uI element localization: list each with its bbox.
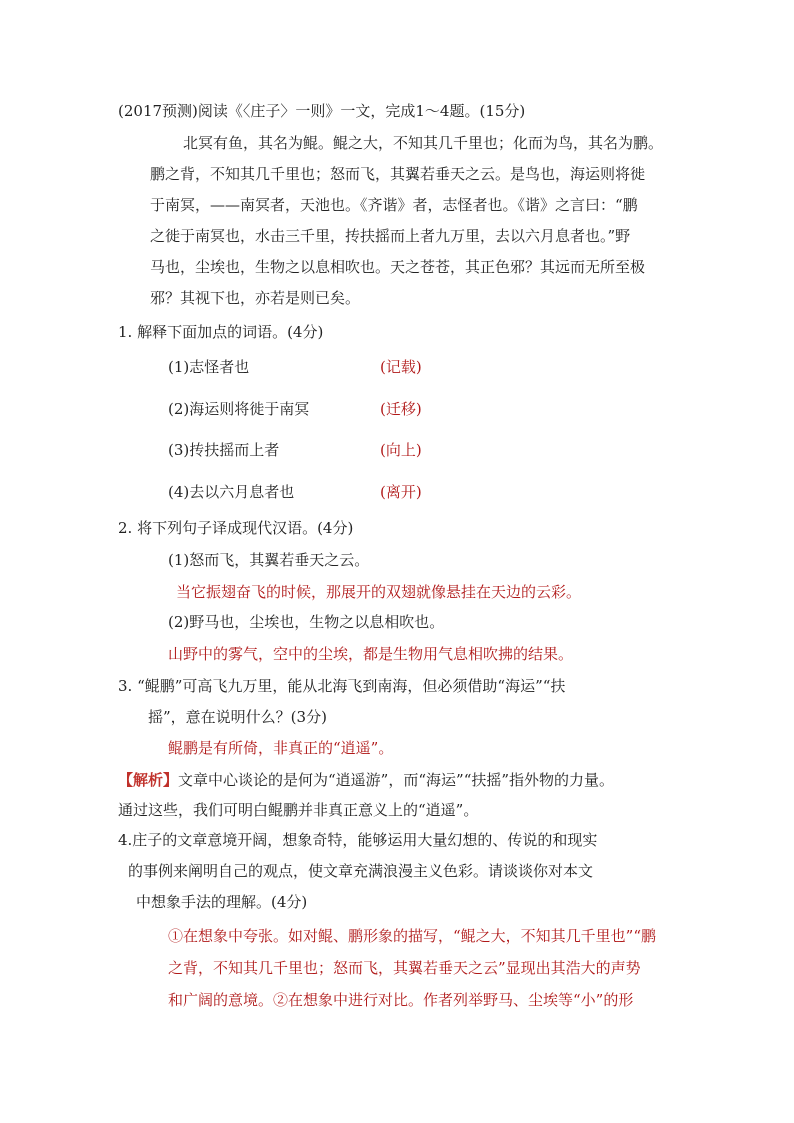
q3-answer: 鲲鹏是有所倚，非真正的“逍遥”。 [168,739,394,757]
question-1: 1. 解释下面加点的词语。(4分) [118,323,324,341]
passage-line: 北冥有鱼，其名为鲲。鲲之大，不知其几千里也；化而为鸟，其名为鹏。 [183,134,664,152]
q4-answer: ①在想象中夸张。如对鲲、鹏形象的描写，“鲲之大，不知其几千里也”“鹏 [168,927,657,945]
q1-item-answer: (向上) [380,441,422,459]
passage-line: 鹏之背，不知其几千里也；怒而飞，其翼若垂天之云。是鸟也，海运则将徙 [150,165,646,183]
question-3: 3. “鲲鹏”可高飞九万里，能从北海飞到南海，但必须借助“海运”“扶 [118,677,566,695]
passage-line: 之徙于南冥也，水击三千里，抟扶摇而上者九万里，去以六月息者也。”野 [150,227,631,245]
question-4-cont: 的事例来阐明自己的观点，使文章充满浪漫主义色彩。请谈谈你对本文 [128,862,594,880]
analysis-line [118,770,614,790]
q2-sentence: (1)怒而飞，其翼若垂天之云。 [168,551,370,569]
question-4-cont: 中想象手法的理解。(4分) [136,893,308,911]
question-heading: (2017预测)阅读《〈庄子〉一则》一文，完成1～4题。(15分) [118,102,526,120]
question-2: 2. 将下列句子译成现代汉语。(4分) [118,519,354,537]
q4-answer: 之背，不知其几千里也；怒而飞，其翼若垂天之云”显现出其浩大的声势 [168,959,641,977]
q2-sentence: (2)野马也，尘埃也，生物之以息相吹也。 [168,613,445,631]
analysis-text: 通过这些，我们可明白鲲鹏并非真正意义上的“逍遥”。 [118,801,479,819]
question-4: 4.庄子的文章意境开阔，想象奇特，能够运用大量幻想的、传说的和现实 [118,831,598,849]
analysis-label: 【解析】 [118,771,179,789]
q2-answer: 当它振翅奋飞的时候，那展开的双翅就像悬挂在天边的云彩。 [176,583,582,601]
q1-item-answer: (离开) [380,483,422,501]
q2-answer: 山野中的雾气，空中的尘埃，都是生物用气息相吹拂的结果。 [168,645,574,663]
q1-item-text: (3)抟扶摇而上者 [168,441,280,459]
passage-line: 马也，尘埃也，生物之以息相吹也。天之苍苍，其正色邪？其远而无所至极 [150,258,646,276]
q4-answer: 和广阔的意境。②在想象中进行对比。作者列举野马、尘埃等“小”的形 [168,991,634,1009]
q1-item-text: (4)去以六月息者也 [168,483,295,501]
q1-item-text: (1)志怪者也 [168,358,250,376]
passage-line: 邪？其视下也，亦若是则已矣。 [150,289,361,307]
q1-item-answer: (记载) [380,358,422,376]
q1-item-answer: (迁移) [380,400,422,418]
passage-line: 于南冥，——南冥者，天池也。《齐谐》者，志怪者也。《谐》之言曰：“鹏 [150,196,638,214]
question-3-cont: 摇”，意在说明什么？(3分) [148,708,327,726]
q1-item-text: (2)海运则将徙于南冥 [168,400,310,418]
analysis-text: 文章中心谈论的是何为“逍遥游”，而“海运”“扶摇”指外物的力量。 [178,771,615,789]
